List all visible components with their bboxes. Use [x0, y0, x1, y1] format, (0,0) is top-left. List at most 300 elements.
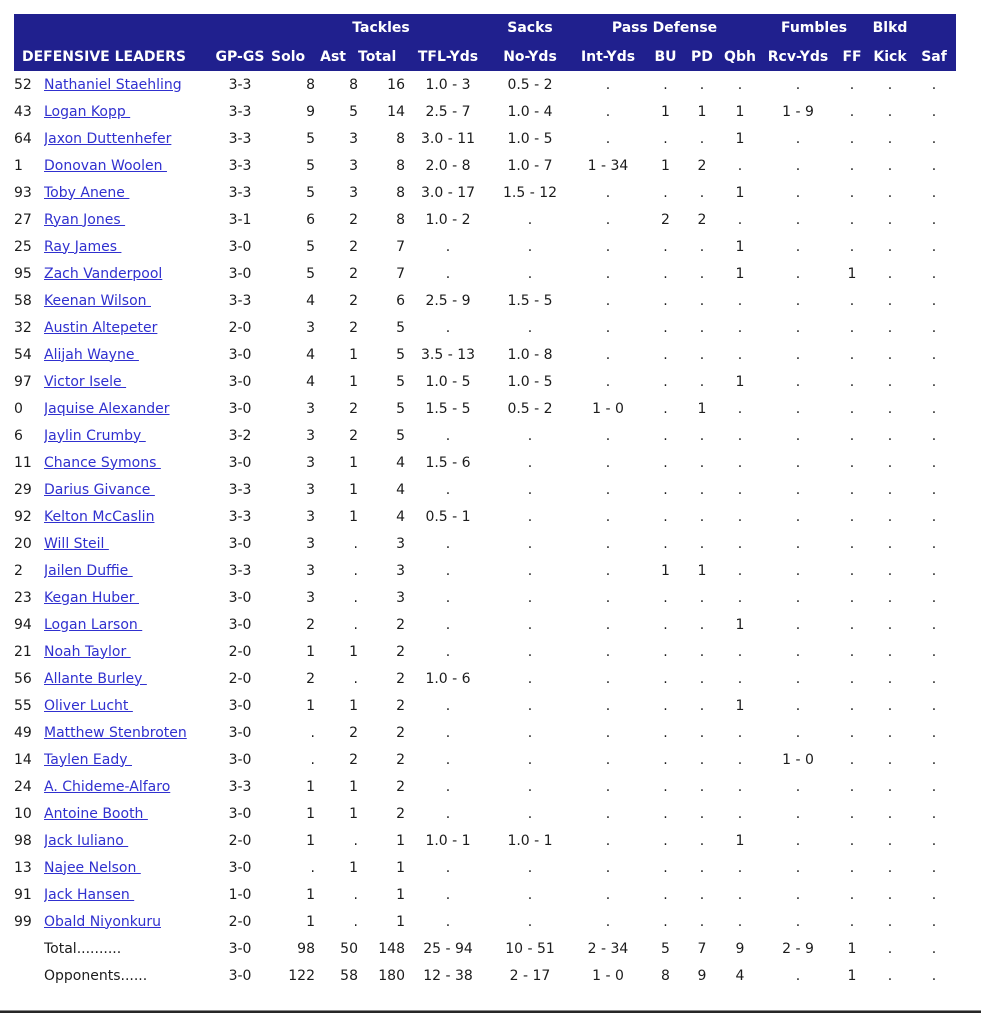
- stat-cell: .: [445, 238, 451, 255]
- stat-cell: .: [887, 130, 893, 147]
- player-link[interactable]: Toby Anene: [44, 184, 130, 201]
- column-header-defensive-leaders: DEFENSIVE LEADERS: [14, 42, 209, 71]
- stat-cell: .: [887, 373, 893, 390]
- jersey-number: 6: [14, 427, 23, 444]
- stat-cell: .: [445, 697, 451, 714]
- stat-cell: .: [737, 427, 743, 444]
- stat-cell: 2-0: [228, 670, 252, 687]
- stat-cell: .: [795, 454, 801, 471]
- table-row: [14, 935, 956, 962]
- stat-cell: .: [445, 319, 451, 336]
- stat-cell: 1: [697, 562, 707, 579]
- jersey-number: 10: [14, 805, 32, 822]
- stat-cell: .: [795, 400, 801, 417]
- stat-cell: .: [931, 643, 937, 660]
- stat-cell: 7: [697, 940, 707, 957]
- stat-cell: 3-0: [228, 616, 252, 633]
- stat-cell: .: [605, 130, 611, 147]
- stat-cell: .: [737, 400, 743, 417]
- stat-cell: .: [699, 238, 705, 255]
- bottom-divider: [0, 1010, 981, 1013]
- stat-cell: 1: [847, 940, 857, 957]
- table-row: [14, 719, 956, 746]
- stat-cell: .: [795, 211, 801, 228]
- jersey-number: 91: [14, 886, 32, 903]
- stat-cell: 2: [349, 211, 358, 228]
- stat-cell: 3.5 - 13: [420, 346, 476, 363]
- stat-cell: 1.0 - 4: [507, 103, 553, 120]
- stat-cell: .: [887, 157, 893, 174]
- stat-cell: .: [887, 616, 893, 633]
- player-name-cell: [44, 530, 209, 557]
- stat-cell: .: [795, 724, 801, 741]
- stat-cell: 2: [349, 427, 358, 444]
- stat-cell: .: [527, 913, 533, 930]
- stat-cell: .: [795, 346, 801, 363]
- stat-cell: .: [887, 751, 893, 768]
- player-link[interactable]: Will Steil: [44, 535, 109, 552]
- table-row: [14, 800, 956, 827]
- stat-cell: .: [849, 184, 855, 201]
- stat-cell: .: [931, 238, 937, 255]
- stat-cell: .: [931, 616, 937, 633]
- stat-cell: 58: [340, 967, 358, 984]
- stat-cell: .: [605, 697, 611, 714]
- stat-cell: .: [699, 616, 705, 633]
- stat-cell: .: [699, 778, 705, 795]
- stat-cell: .: [931, 724, 937, 741]
- stat-cell: .: [931, 832, 937, 849]
- stat-cell: 2-0: [228, 913, 252, 930]
- player-link[interactable]: Jack Hansen: [44, 886, 135, 903]
- stat-cell: 2: [349, 724, 358, 741]
- stat-cell: 50: [340, 940, 358, 957]
- stat-cell: .: [737, 778, 743, 795]
- group-header-spacer: [912, 14, 956, 42]
- stat-cell: 7: [396, 238, 405, 255]
- player-name-cell: [44, 98, 209, 125]
- player-name-cell: [44, 233, 209, 260]
- stat-cell: 1: [306, 805, 315, 822]
- stat-cell: 3-0: [228, 805, 252, 822]
- jersey-number: 98: [14, 832, 32, 849]
- column-header-solo: Solo: [271, 42, 315, 71]
- stat-cell: .: [527, 454, 533, 471]
- stat-cell: .: [663, 805, 668, 822]
- stat-cell: .: [887, 643, 893, 660]
- stat-cell: 5: [306, 157, 315, 174]
- stat-cell: .: [795, 670, 801, 687]
- stat-cell: .: [527, 427, 533, 444]
- stat-cell: .: [931, 535, 937, 552]
- player-link[interactable]: Nathaniel Staehling: [44, 76, 182, 93]
- stat-cell: 3-3: [228, 481, 252, 498]
- stat-cell: 1 - 34: [587, 157, 629, 174]
- player-link[interactable]: Jaquise Alexander: [44, 400, 170, 417]
- stat-cell: 1: [735, 238, 745, 255]
- player-link[interactable]: Jaylin Crumby: [44, 427, 146, 444]
- stat-cell: .: [737, 643, 743, 660]
- stat-cell: .: [931, 886, 937, 903]
- stat-cell: .: [887, 400, 893, 417]
- stat-cell: .: [527, 724, 533, 741]
- stat-cell: 2: [396, 697, 405, 714]
- player-link[interactable]: A. Chideme-Alfaro: [44, 778, 171, 795]
- player-name-cell: [44, 449, 209, 476]
- jersey-number: 29: [14, 481, 32, 498]
- stat-cell: 2: [349, 265, 358, 282]
- stat-cell: 1.0 - 7: [507, 157, 553, 174]
- stat-cell: .: [849, 697, 855, 714]
- stat-cell: 3.0 - 17: [420, 184, 476, 201]
- stat-cell: 1.0 - 3: [425, 76, 471, 93]
- stat-cell: 2: [697, 211, 707, 228]
- stat-cell: 1: [306, 913, 315, 930]
- group-header-spacer: [14, 14, 271, 42]
- player-name-cell: [44, 719, 209, 746]
- player-link[interactable]: Logan Kopp: [44, 103, 131, 120]
- table-row: [14, 368, 956, 395]
- jersey-number: 93: [14, 184, 32, 201]
- stat-cell: .: [663, 886, 668, 903]
- stat-cell: .: [849, 859, 855, 876]
- stat-cell: .: [699, 184, 705, 201]
- stat-cell: 1: [847, 967, 857, 984]
- stat-cell: 3-3: [228, 778, 252, 795]
- stat-cell: .: [795, 130, 801, 147]
- stat-cell: 1: [349, 859, 358, 876]
- stat-cell: .: [887, 346, 893, 363]
- stat-cell: .: [931, 481, 937, 498]
- group-header-fumbles: Fumbles: [760, 14, 868, 42]
- stat-cell: 3: [306, 427, 315, 444]
- stat-cell: .: [737, 913, 743, 930]
- stat-cell: 3: [306, 508, 315, 525]
- stat-cell: 3-0: [228, 346, 252, 363]
- stat-cell: 1: [847, 265, 857, 282]
- player-name-cell: [44, 314, 209, 341]
- stat-cell: .: [795, 832, 801, 849]
- stat-cell: 1 - 9: [782, 103, 814, 120]
- player-link[interactable]: Chance Symons: [44, 454, 161, 471]
- stat-cell: .: [605, 535, 611, 552]
- jersey-number: 11: [14, 454, 32, 471]
- stat-cell: .: [849, 400, 855, 417]
- stat-cell: .: [663, 670, 668, 687]
- stat-cell: 1: [735, 184, 745, 201]
- jersey-number: 14: [14, 751, 32, 768]
- player-link[interactable]: Alijah Wayne: [44, 346, 139, 363]
- stat-cell: .: [527, 697, 533, 714]
- player-link[interactable]: Obald Niyonkuru: [44, 913, 161, 930]
- table-row: [14, 98, 956, 125]
- stat-cell: .: [887, 292, 893, 309]
- stat-cell: 2: [396, 751, 405, 768]
- stat-cell: .: [931, 184, 937, 201]
- stat-cell: .: [931, 130, 937, 147]
- stat-cell: 1: [396, 832, 405, 849]
- table-row: [14, 854, 956, 881]
- stat-cell: .: [931, 751, 937, 768]
- stat-cell: 1.0 - 5: [507, 130, 553, 147]
- stat-cell: 3: [306, 562, 315, 579]
- stat-cell: 3-0: [228, 859, 252, 876]
- player-link[interactable]: Ryan Jones: [44, 211, 126, 228]
- table-row: [14, 503, 956, 530]
- stat-cell: 3: [396, 562, 405, 579]
- table-row: [14, 179, 956, 206]
- stat-cell: .: [605, 238, 611, 255]
- player-link[interactable]: Jailen Duffie: [44, 562, 133, 579]
- stat-cell: 1: [349, 805, 358, 822]
- jersey-number: 95: [14, 265, 32, 282]
- stat-cell: .: [849, 886, 855, 903]
- stat-cell: .: [445, 886, 451, 903]
- stat-cell: .: [605, 292, 611, 309]
- stat-cell: .: [931, 589, 937, 606]
- stat-cell: .: [699, 886, 705, 903]
- stat-cell: .: [887, 508, 893, 525]
- stat-cell: .: [849, 562, 855, 579]
- stat-cell: .: [663, 589, 668, 606]
- stat-cell: 2.5 - 9: [425, 292, 471, 309]
- player-link[interactable]: Keenan Wilson: [44, 292, 151, 309]
- summary-row-label: Opponents......: [44, 967, 148, 984]
- stat-cell: .: [887, 535, 893, 552]
- stat-cell: .: [445, 265, 451, 282]
- stat-cell: .: [605, 886, 611, 903]
- stat-cell: .: [887, 238, 893, 255]
- stat-cell: .: [699, 643, 705, 660]
- player-link[interactable]: Jack Iuliano: [44, 832, 129, 849]
- stat-cell: .: [795, 535, 801, 552]
- stat-cell: 6: [306, 211, 315, 228]
- stat-cell: .: [353, 832, 358, 849]
- stat-cell: .: [699, 454, 705, 471]
- table-row: [14, 422, 956, 449]
- player-name-cell: [44, 287, 209, 314]
- stat-cell: 1: [306, 886, 315, 903]
- stat-cell: .: [931, 454, 937, 471]
- player-link[interactable]: Najee Nelson: [44, 859, 141, 876]
- stat-cell: .: [887, 211, 893, 228]
- stat-cell: .: [737, 562, 743, 579]
- stat-cell: 3-0: [228, 751, 252, 768]
- stat-cell: 1: [735, 697, 745, 714]
- stat-cell: 1: [661, 562, 670, 579]
- player-link[interactable]: Allante Burley: [44, 670, 147, 687]
- stat-cell: .: [353, 535, 358, 552]
- stat-cell: .: [931, 805, 937, 822]
- stat-cell: 5: [396, 346, 405, 363]
- stat-cell: .: [527, 616, 533, 633]
- player-link[interactable]: Victor Isele: [44, 373, 127, 390]
- jersey-number: 55: [14, 697, 32, 714]
- stat-cell: .: [445, 913, 451, 930]
- player-link[interactable]: Taylen Eady: [44, 751, 132, 768]
- stat-cell: .: [605, 616, 611, 633]
- table-row: [14, 476, 956, 503]
- group-header-tackles: Tackles: [271, 14, 491, 42]
- stat-cell: 3-3: [228, 292, 252, 309]
- table-row: [14, 692, 956, 719]
- stat-cell: 1: [697, 400, 707, 417]
- stat-cell: 1: [349, 778, 358, 795]
- player-name-cell: [44, 206, 209, 233]
- stat-cell: 2: [306, 670, 315, 687]
- stat-cell: .: [931, 400, 937, 417]
- stat-cell: 1.0 - 1: [507, 832, 553, 849]
- stat-cell: 1: [697, 103, 707, 120]
- table-row: [14, 395, 956, 422]
- player-name-cell: [44, 503, 209, 530]
- player-name-cell: [44, 179, 209, 206]
- stat-cell: .: [737, 670, 743, 687]
- stat-cell: .: [795, 292, 801, 309]
- stat-cell: 1: [349, 454, 358, 471]
- stat-cell: .: [931, 697, 937, 714]
- stat-cell: .: [663, 373, 668, 390]
- stat-cell: 2: [349, 751, 358, 768]
- stat-cell: .: [527, 508, 533, 525]
- stat-cell: .: [527, 535, 533, 552]
- stat-cell: .: [310, 859, 315, 876]
- stat-cell: .: [887, 886, 893, 903]
- stat-cell: 3-0: [228, 697, 252, 714]
- stat-cell: .: [605, 589, 611, 606]
- summary-row-label: Total..........: [44, 940, 122, 957]
- stat-cell: .: [795, 184, 801, 201]
- stat-cell: 1.5 - 6: [425, 454, 471, 471]
- stat-cell: 2: [349, 400, 358, 417]
- jersey-number: 2: [14, 562, 23, 579]
- jersey-number: 20: [14, 535, 32, 552]
- player-link[interactable]: Ray James: [44, 238, 122, 255]
- stat-cell: .: [445, 859, 451, 876]
- stat-cell: 1: [306, 697, 315, 714]
- stat-cell: 3-3: [228, 184, 252, 201]
- stat-cell: 1.0 - 5: [425, 373, 471, 390]
- stat-cell: .: [663, 832, 668, 849]
- stat-cell: .: [605, 670, 611, 687]
- player-name-cell: [44, 962, 209, 989]
- jersey-number: 54: [14, 346, 32, 363]
- stat-cell: .: [605, 319, 611, 336]
- stat-cell: .: [699, 130, 705, 147]
- stat-cell: 122: [288, 967, 315, 984]
- stat-cell: 3: [306, 319, 315, 336]
- stat-cell: 4: [306, 292, 315, 309]
- stat-cell: .: [931, 670, 937, 687]
- table-row: [14, 152, 956, 179]
- column-header-ast: Ast: [315, 42, 358, 71]
- stat-cell: .: [887, 670, 893, 687]
- stat-cell: .: [699, 859, 705, 876]
- stat-cell: .: [887, 427, 893, 444]
- stat-cell: 7: [396, 265, 405, 282]
- stat-cell: 2 - 17: [509, 967, 551, 984]
- stat-cell: 9: [306, 103, 315, 120]
- stat-cell: .: [699, 373, 705, 390]
- stat-cell: .: [737, 211, 743, 228]
- player-link[interactable]: Kelton McCaslin: [44, 508, 155, 525]
- stat-cell: .: [445, 427, 451, 444]
- player-link[interactable]: Kegan Huber: [44, 589, 139, 606]
- player-link[interactable]: Darius Givance: [44, 481, 155, 498]
- stat-cell: 1: [396, 913, 405, 930]
- player-link[interactable]: Zach Vanderpool: [44, 265, 163, 282]
- stat-cell: 1.5 - 12: [502, 184, 558, 201]
- stat-cell: 9: [697, 967, 707, 984]
- stat-cell: 25 - 94: [423, 940, 473, 957]
- stat-cell: .: [931, 427, 937, 444]
- stat-cell: .: [795, 643, 801, 660]
- player-link[interactable]: Logan Larson: [44, 616, 143, 633]
- player-name-cell: [44, 935, 209, 962]
- player-link[interactable]: Antoine Booth: [44, 805, 148, 822]
- player-name-cell: [44, 557, 209, 584]
- player-link[interactable]: Austin Altepeter: [44, 319, 158, 336]
- stat-cell: .: [605, 832, 611, 849]
- stat-cell: .: [795, 265, 801, 282]
- table-row: [14, 665, 956, 692]
- stat-cell: .: [737, 724, 743, 741]
- stat-cell: 3-0: [228, 724, 252, 741]
- stat-cell: .: [849, 130, 855, 147]
- stat-cell: .: [795, 508, 801, 525]
- stat-cell: 4: [306, 346, 315, 363]
- column-header-saf: Saf: [912, 42, 956, 71]
- stat-cell: 2: [396, 724, 405, 741]
- stat-cell: 4: [396, 454, 405, 471]
- stat-cell: .: [849, 319, 855, 336]
- stat-cell: 98: [297, 940, 315, 957]
- player-link[interactable]: Oliver Lucht: [44, 697, 133, 714]
- stat-cell: .: [527, 805, 533, 822]
- stat-cell: .: [699, 346, 705, 363]
- defensive-leaders-table: [14, 14, 956, 989]
- stat-cell: 2-0: [228, 832, 252, 849]
- stat-cell: 16: [387, 76, 405, 93]
- player-link[interactable]: Jaxon Duttenhefer: [44, 130, 172, 147]
- jersey-number: 64: [14, 130, 32, 147]
- stat-cell: 4: [396, 481, 405, 498]
- group-header-blkd: Blkd: [868, 14, 912, 42]
- stat-cell: .: [795, 859, 801, 876]
- player-link[interactable]: Noah Taylor: [44, 643, 131, 660]
- column-header-bu: BU: [647, 42, 684, 71]
- stat-cell: .: [887, 724, 893, 741]
- stat-cell: .: [445, 778, 451, 795]
- stat-cell: .: [795, 238, 801, 255]
- stat-cell: 5: [349, 103, 358, 120]
- stat-cell: .: [527, 859, 533, 876]
- stat-cell: .: [887, 76, 893, 93]
- stat-cell: 3-0: [228, 967, 252, 984]
- stat-cell: .: [663, 724, 668, 741]
- stat-cell: 4: [735, 967, 745, 984]
- stat-cell: 3-1: [228, 211, 252, 228]
- stat-cell: .: [931, 103, 937, 120]
- player-link[interactable]: Matthew Stenbroten: [44, 724, 187, 741]
- stat-cell: .: [849, 481, 855, 498]
- player-link[interactable]: Donovan Woolen: [44, 157, 167, 174]
- stat-cell: .: [527, 238, 533, 255]
- stat-cell: .: [849, 346, 855, 363]
- stat-cell: .: [931, 265, 937, 282]
- stat-cell: .: [605, 76, 611, 93]
- stat-cell: 1.0 - 5: [507, 373, 553, 390]
